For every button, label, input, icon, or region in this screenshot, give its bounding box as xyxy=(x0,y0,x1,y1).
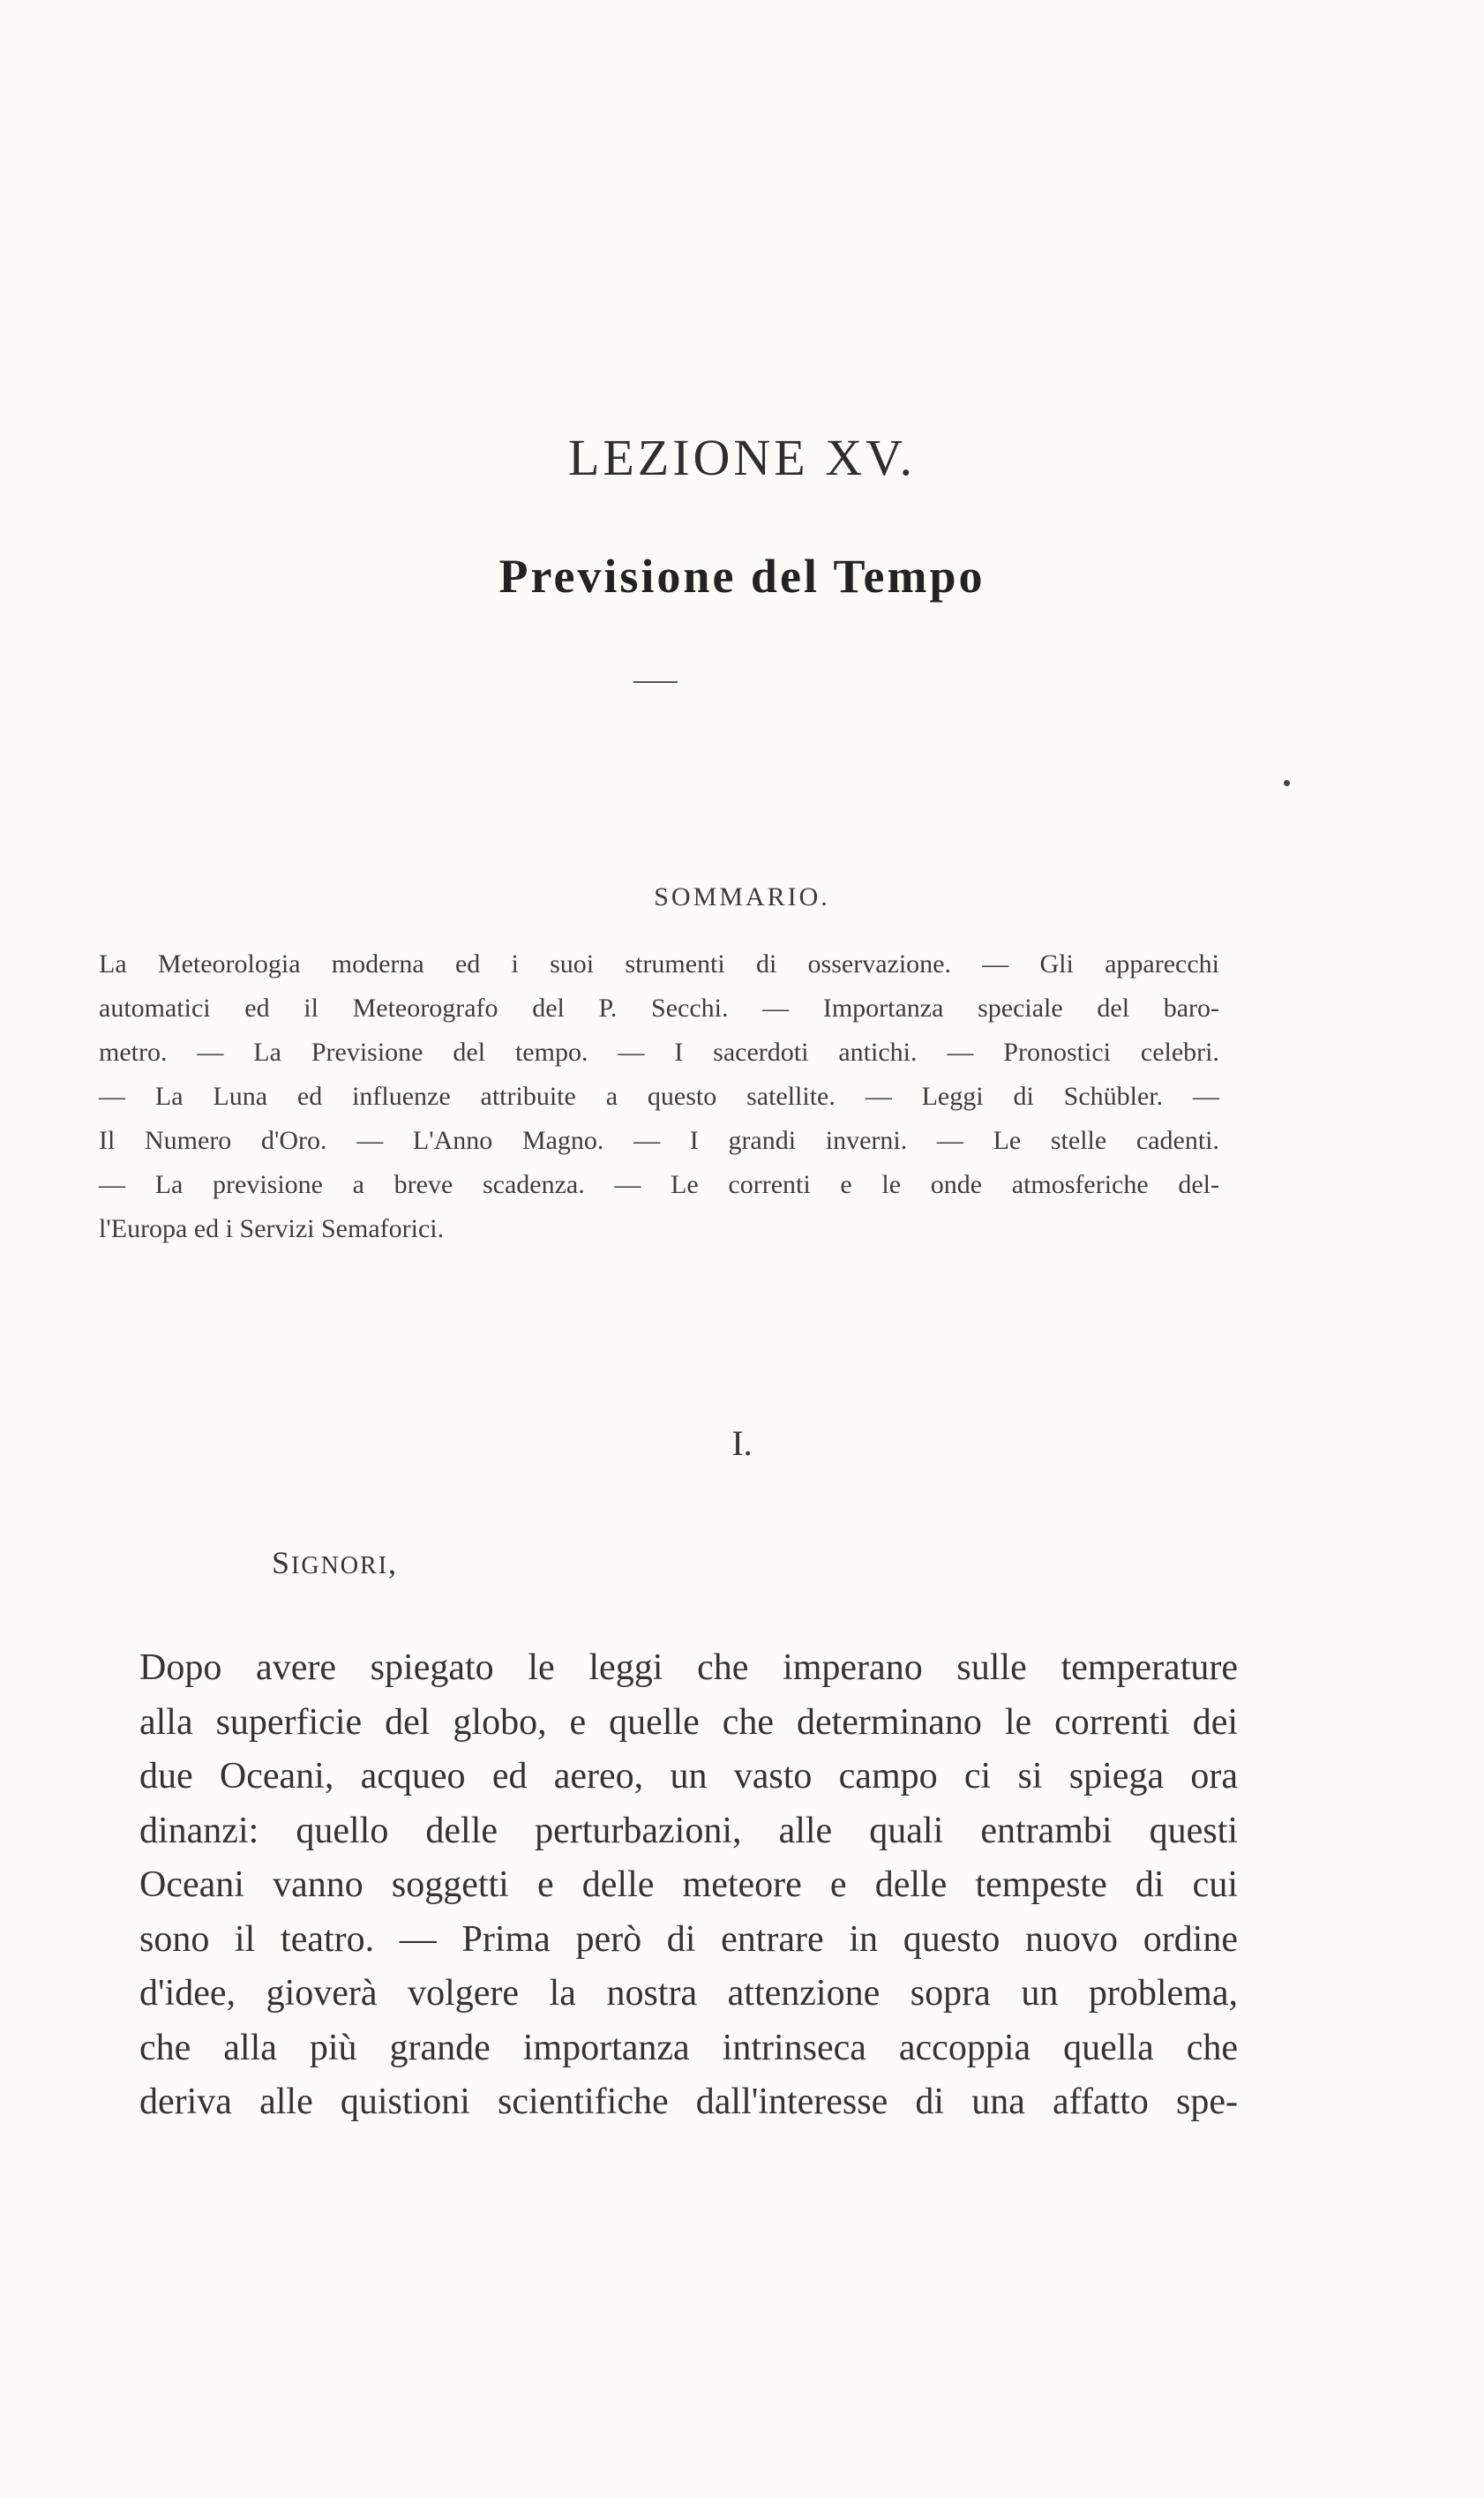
salutation xyxy=(272,1544,398,1581)
body-line: dinanzi: quello delle perturbazioni, alle quali entrambi questi xyxy=(139,1810,1238,1851)
salutation-punct: , xyxy=(388,1545,399,1580)
salutation-initial: S xyxy=(272,1545,292,1580)
summary-line: metro. — La Previsione del tempo. — I sacerdoti antichi. — Pronostici celebri. xyxy=(99,1038,1219,1067)
body-line: d'idee, gioverà volgere la nostra attenzione sopra un problema, xyxy=(139,1973,1238,2014)
summary-paragraph xyxy=(99,942,1219,1251)
ink-speck xyxy=(1284,780,1290,786)
body-line: due Oceani, acqueo ed aereo, un vasto campo ci si spiega ora xyxy=(139,1756,1238,1797)
summary-line: automatici ed il Meteorografo del P. Secchi. — Importanza speciale del baro- xyxy=(99,994,1219,1023)
summary-line: Il Numero d'Oro. — L'Anno Magno. — I grandi inverni. — Le stelle cadenti. xyxy=(99,1126,1219,1155)
divider-rule xyxy=(633,681,678,683)
salutation-rest: IGNORI xyxy=(291,1552,389,1579)
body-line: alla superficie del globo, e quelle che determinano le correnti dei xyxy=(139,1701,1238,1743)
body-paragraph xyxy=(139,1641,1238,2130)
summary-line: — La Luna ed influenze attribuite a questo satellite. — Leggi di Schübler. — xyxy=(99,1082,1219,1111)
summary-line: — La previsione a breve scadenza. — Le correnti e le onde atmosferiche del- xyxy=(99,1170,1219,1199)
body-line: deriva alle quistioni scientifiche dall'interesse di una affatto spe- xyxy=(139,2082,1238,2122)
body-line: Oceani vanno soggetti e delle meteore e delle tempeste di cui xyxy=(139,1864,1238,1905)
body-line: Dopo avere spiegato le leggi che imperano sulle temperature xyxy=(139,1647,1238,1688)
summary-heading: SOMMARIO. xyxy=(654,882,830,911)
summary-line: La Meteorologia moderna ed i suoi strumenti di osservazione. — Gli apparecchi xyxy=(99,949,1219,979)
summary-line: l'Europa ed i Servizi Semaforici. xyxy=(99,1214,445,1243)
chapter-subtitle: Previsione del Tempo xyxy=(498,550,986,603)
body-line: che alla più grande importanza intrinseca accoppia quella che xyxy=(139,2027,1238,2068)
chapter-title: LEZIONE XV. xyxy=(567,429,917,486)
body-line: sono il teatro. — Prima però di entrare in questo nuovo ordine xyxy=(139,1918,1238,1960)
section-number: I. xyxy=(731,1423,753,1463)
